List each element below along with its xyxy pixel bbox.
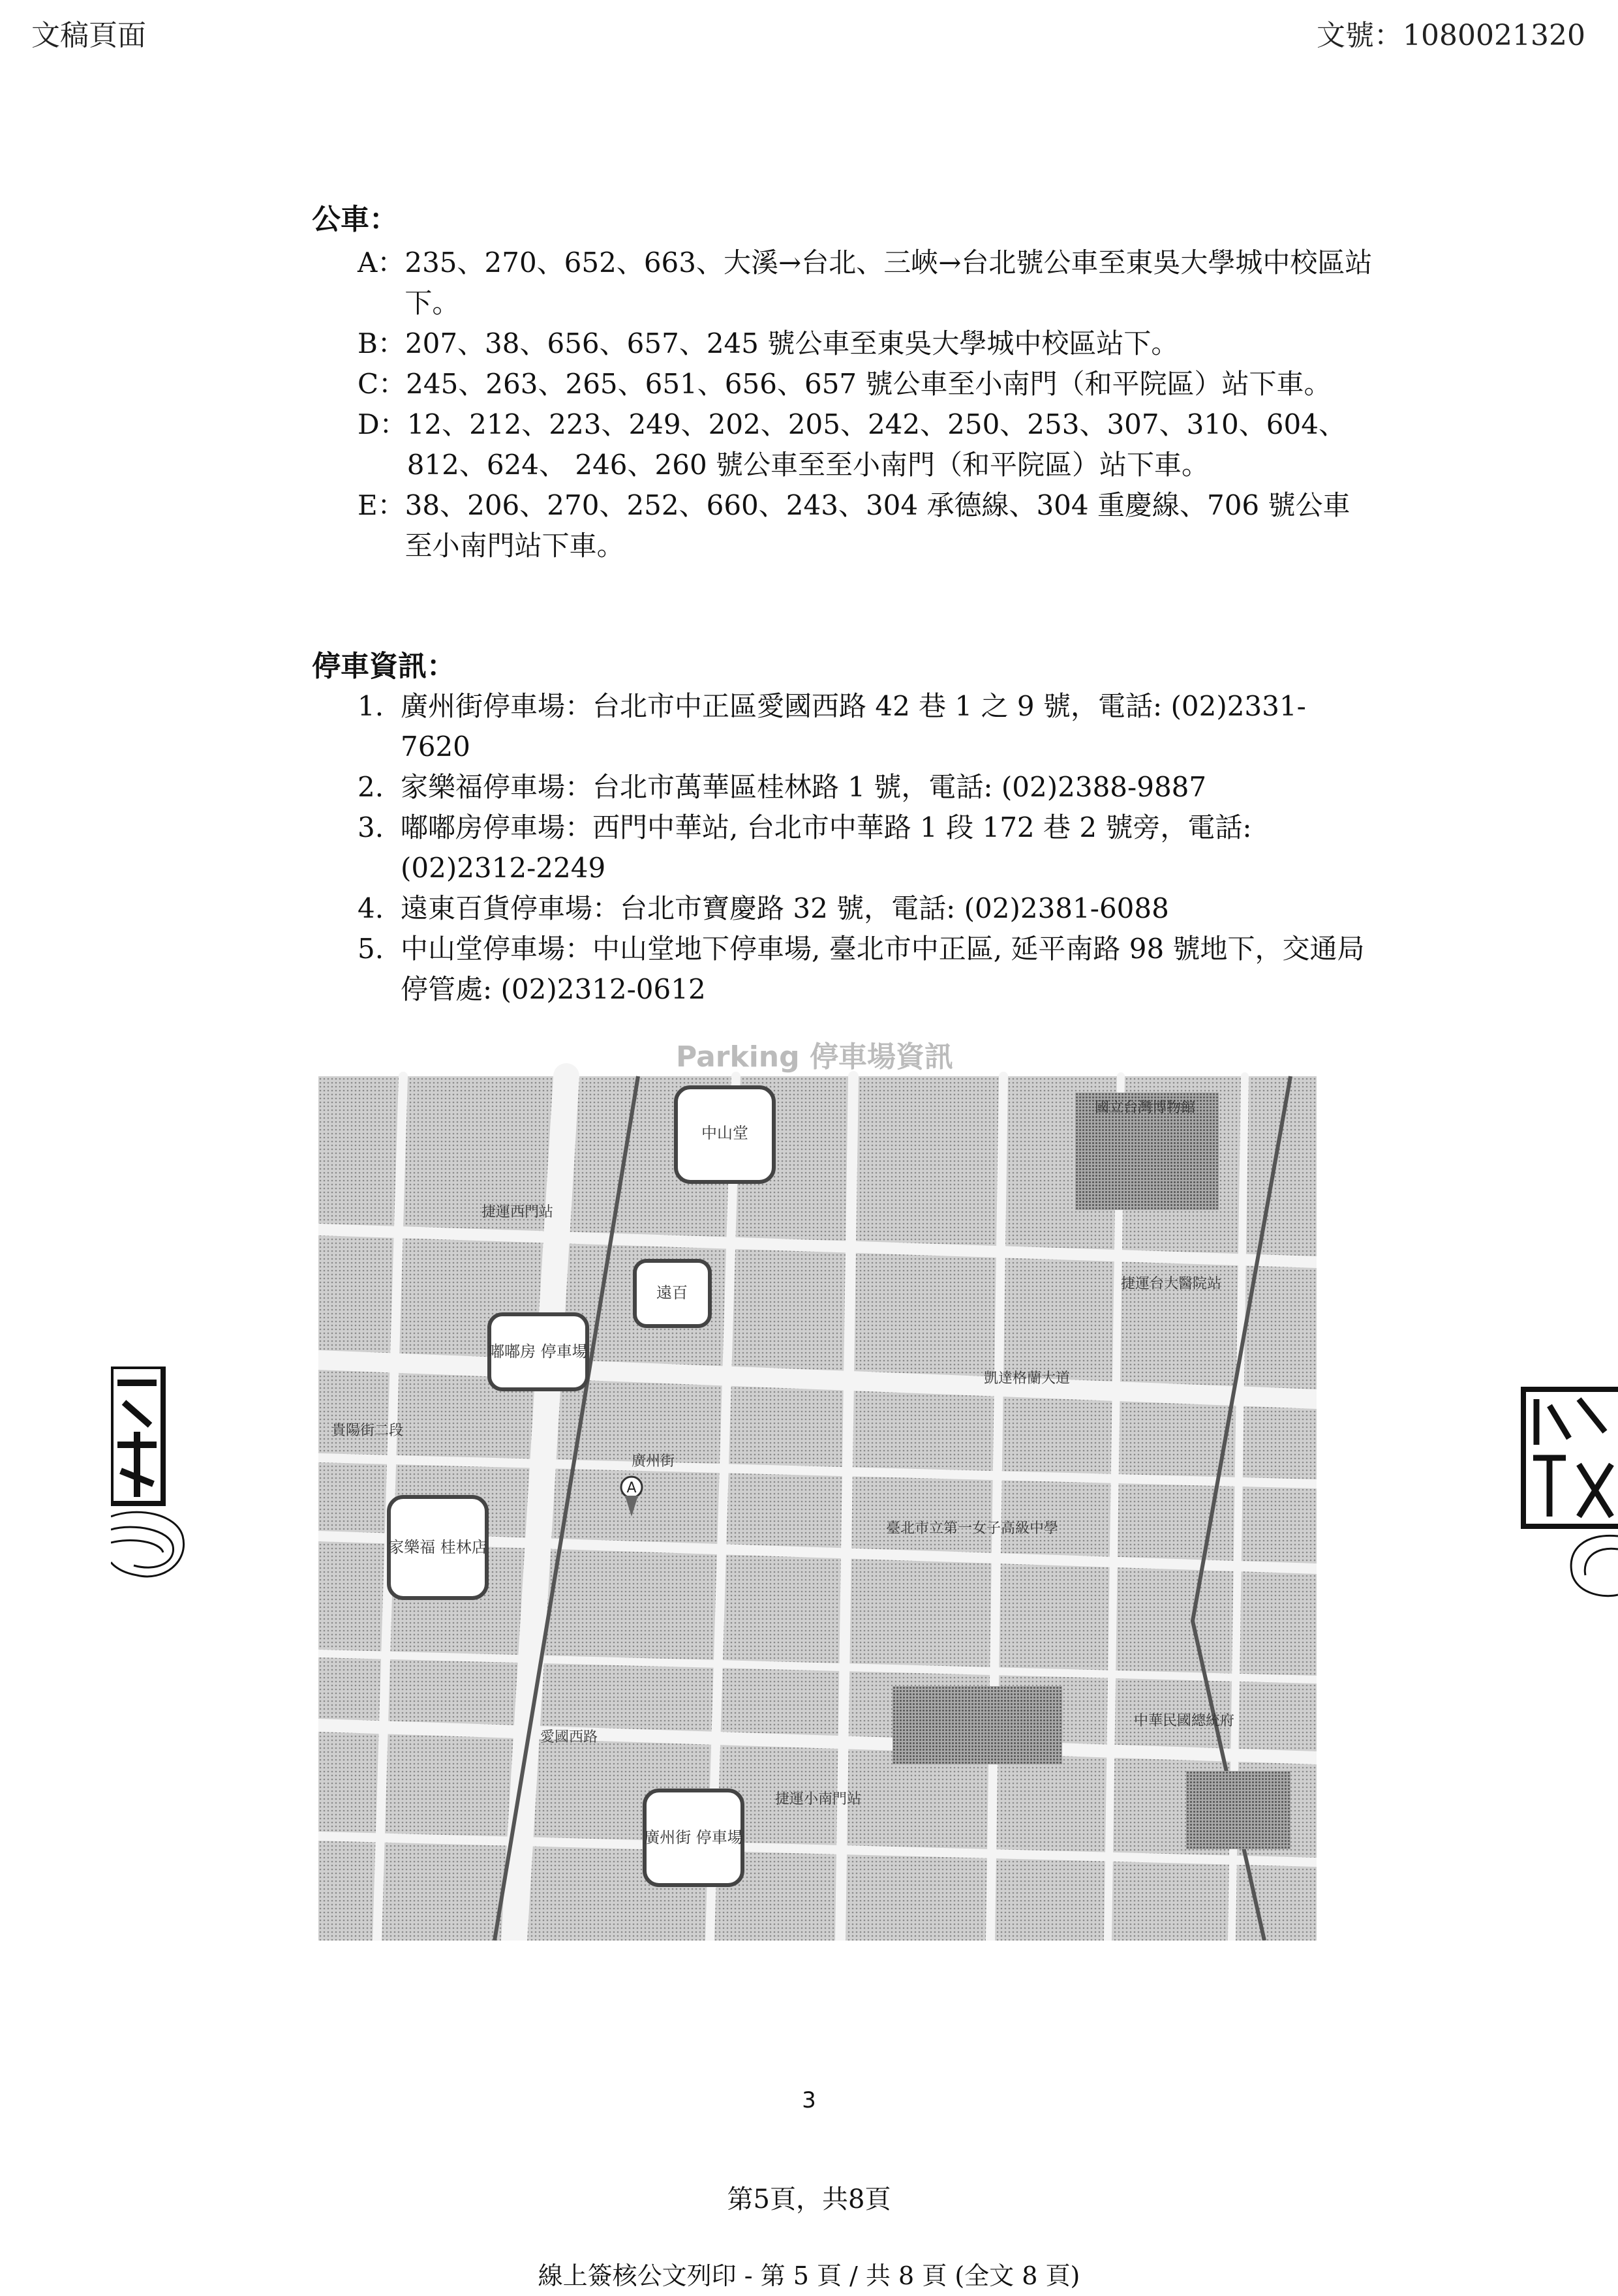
map-street-label: 國立台灣博物館	[1095, 1100, 1196, 1116]
parking-map	[318, 1034, 1317, 1941]
map-street-label: 廣州街	[632, 1453, 675, 1470]
map-parking-box-label: 家樂福 桂林店	[388, 1538, 487, 1556]
parking-item	[358, 929, 1375, 1010]
parking-item-number: 5.	[358, 933, 384, 965]
parking-item	[358, 686, 1375, 767]
bus-item-a	[358, 243, 1375, 324]
map-street-label: 愛國西路	[540, 1729, 598, 1745]
parking-section-title: 停車資訊：	[312, 650, 455, 683]
bus-item-label: C：	[358, 368, 406, 400]
map-street-label: 捷運小南門站	[775, 1791, 862, 1807]
map-parking-box-label: 廣州街 停車場	[644, 1828, 743, 1847]
bus-section-title: 公車：	[312, 203, 398, 236]
bus-item-text: 12、212、223、249、202、205、242、250、253、307、310、604、812、624、 246、260 號公車至至小南門（和平院區）站下車。	[406, 408, 1346, 481]
parking-item	[358, 808, 1375, 888]
bus-item-b	[358, 324, 1375, 364]
map-street-label: 中華民國總統府	[1134, 1713, 1235, 1729]
parking-item-text: 家樂福停車場：台北市萬華區桂林路 1 號，電話: (02)2388-9887	[401, 771, 1207, 803]
bus-item-label: E：	[358, 489, 405, 521]
map-title: Parking 停車場資訊	[676, 1040, 953, 1074]
parking-item	[358, 888, 1375, 929]
bus-item-text: 235、270、652、663、大溪→台北、三峽→台北號公車至東吳大學城中校區站下。	[404, 247, 1373, 319]
bus-item-d	[358, 404, 1375, 485]
header-doc-type: 文稿頁面	[31, 19, 146, 52]
parking-item-text: 中山堂停車場：中山堂地下停車場, 臺北市中正區, 延平南路 98 號地下，交通局停管處: (02)2312-0612	[401, 933, 1365, 1005]
bus-item-label: B：	[358, 327, 405, 359]
page-number: 3	[802, 2087, 816, 2113]
bus-item-text: 38、206、270、252、660、243、304 承德線、304 重慶線、706 號公車至小南門站下車。	[404, 489, 1351, 562]
parking-list	[358, 686, 1375, 1010]
seal-stamp-left	[111, 1367, 189, 1582]
map-parking-box-label: 嘟嘟房 停車場	[489, 1342, 588, 1361]
parking-item-text: 遠東百貨停車場：台北市寶慶路 32 號，電話: (02)2381-6088	[401, 892, 1169, 924]
map-street-label: 貴陽街二段	[331, 1423, 404, 1439]
bus-item-label: D：	[358, 408, 407, 440]
map-street-label: 臺北市立第一女子高級中學	[886, 1520, 1059, 1537]
footer-print-info: 線上簽核公文列印 - 第 5 頁 / 共 8 頁 (全文 8 頁)	[538, 2261, 1080, 2290]
parking-item-text: 廣州街停車場：台北市中正區愛國西路 42 巷 1 之 9 號，電話: (02)2331-7620	[401, 690, 1306, 763]
seal-stamp-right	[1520, 1386, 1618, 1601]
parking-item-text: 嘟嘟房停車場：西門中華站, 台北市中華路 1 段 172 巷 2 號旁，電話: (02)2312-2249	[401, 811, 1252, 884]
map-parking-box-label: 遠百	[656, 1284, 688, 1302]
bus-list	[358, 243, 1375, 566]
bus-item-text: 245、263、265、651、656、657 號公車至小南門（和平院區）站下車。	[406, 368, 1332, 400]
map-street-label: 捷運台大醫院站	[1121, 1276, 1222, 1292]
header-doc-number: 文號：1080021320	[1317, 19, 1585, 52]
map-parking-box-label: 中山堂	[701, 1124, 748, 1142]
parking-item-number: 1.	[358, 690, 384, 722]
svg-text:A: A	[626, 1480, 637, 1496]
bus-item-e	[358, 485, 1375, 566]
parking-item-number: 2.	[358, 771, 384, 803]
parking-item-number: 3.	[358, 811, 384, 843]
parking-item-number: 4.	[358, 892, 384, 924]
bus-item-text: 207、38、656、657、245 號公車至東吳大學城中校區站下。	[404, 327, 1179, 359]
parking-item	[358, 767, 1375, 808]
bus-item-c	[358, 364, 1375, 404]
footer-page-of: 第5頁，共8頁	[727, 2184, 891, 2214]
map-street-label: 捷運西門站	[481, 1204, 554, 1220]
map-street-label: 凱達格蘭大道	[984, 1370, 1071, 1387]
bus-item-label: A：	[358, 247, 405, 279]
